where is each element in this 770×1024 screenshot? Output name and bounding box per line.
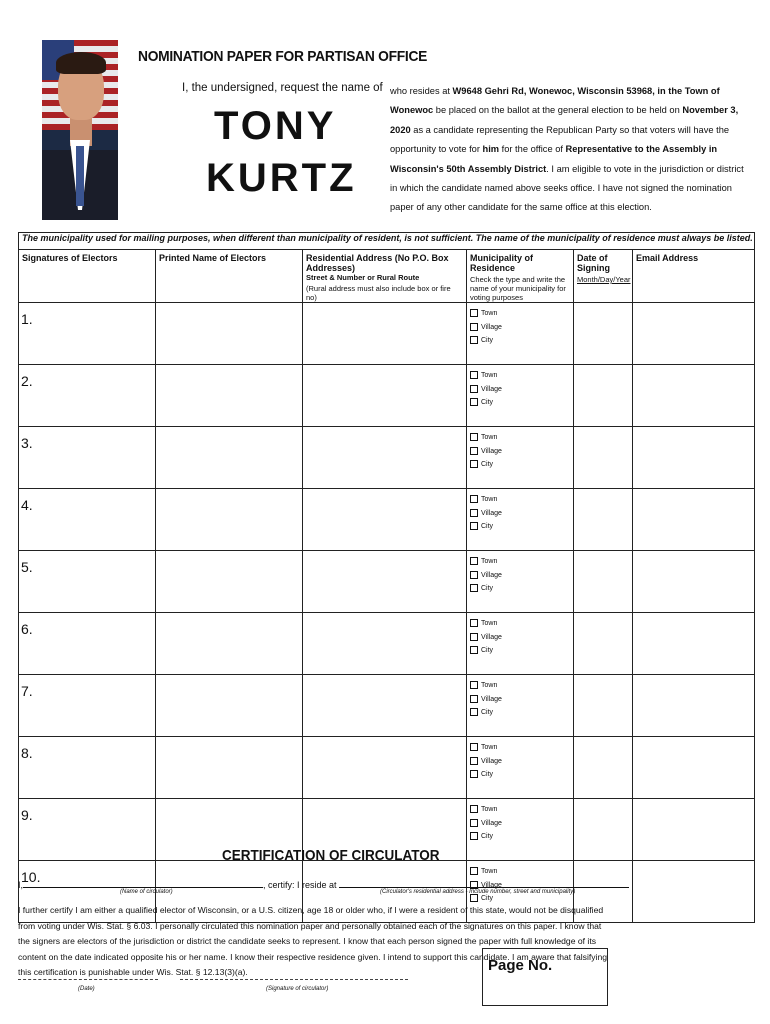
municipality-option[interactable]: Village (470, 321, 573, 335)
email-cell[interactable] (633, 861, 755, 923)
row-number: 6. (21, 621, 33, 637)
municipality-cell[interactable] (467, 551, 574, 613)
municipality-option[interactable]: City (470, 706, 573, 720)
checkbox-icon[interactable] (470, 695, 478, 703)
checkbox-icon[interactable] (470, 522, 478, 530)
municipality-option[interactable]: Village (470, 817, 573, 831)
municipality-option[interactable]: City (470, 892, 573, 906)
elector-row (19, 365, 755, 427)
checkbox-icon[interactable] (470, 646, 478, 654)
municipality-option[interactable]: Town (470, 431, 573, 445)
candidate-last-name: KURTZ (206, 156, 357, 200)
municipality-option[interactable]: Town (470, 307, 573, 321)
form-title: NOMINATION PAPER FOR PARTISAN OFFICE (138, 48, 428, 65)
checkbox-icon[interactable] (470, 633, 478, 641)
checkbox-icon[interactable] (470, 336, 478, 344)
circulator-address-field[interactable] (339, 878, 629, 888)
circulator-name-field[interactable] (23, 878, 263, 888)
checkbox-icon[interactable] (470, 867, 478, 875)
checkbox-icon[interactable] (470, 770, 478, 778)
municipality-cell[interactable] (467, 613, 574, 675)
email-cell[interactable] (633, 675, 755, 737)
election-date: November 3, 2020 (390, 105, 739, 135)
row-number: 2. (21, 373, 33, 389)
checkbox-icon[interactable] (470, 309, 478, 317)
checkbox-icon[interactable] (470, 323, 478, 331)
row-number: 1. (21, 311, 33, 327)
printed-name-cell[interactable] (156, 675, 303, 737)
email-cell[interactable] (633, 365, 755, 427)
header-email: Email Address (633, 250, 755, 303)
municipality-cell[interactable] (467, 365, 574, 427)
checkbox-icon[interactable] (470, 819, 478, 827)
row-number: 5. (21, 559, 33, 575)
municipality-option[interactable]: Town (470, 493, 573, 507)
municipality-cell[interactable] (467, 737, 574, 799)
municipality-cell[interactable] (467, 303, 574, 365)
municipality-option[interactable]: Town (470, 555, 573, 569)
address-caption: (Circulator's residential address - Include number, street and municipality) (380, 889, 576, 895)
elector-row (19, 489, 755, 551)
checkbox-icon[interactable] (470, 557, 478, 565)
date-cell[interactable] (574, 427, 633, 489)
municipality-option[interactable]: Town (470, 369, 573, 383)
signature-cell[interactable] (19, 737, 156, 799)
checkbox-icon[interactable] (470, 757, 478, 765)
signature-cell[interactable] (19, 489, 156, 551)
checkbox-icon[interactable] (470, 433, 478, 441)
row-number: 8. (21, 745, 33, 761)
row-number: 9. (21, 807, 33, 823)
signature-cell[interactable] (19, 799, 156, 861)
row-number: 10. (21, 869, 41, 885)
date-cell[interactable] (574, 799, 633, 861)
municipality-option[interactable]: Town (470, 865, 573, 879)
printed-name-cell[interactable] (156, 427, 303, 489)
checkbox-icon[interactable] (470, 743, 478, 751)
checkbox-icon[interactable] (470, 681, 478, 689)
municipality-option[interactable]: City (470, 396, 573, 410)
municipality-cell[interactable] (467, 675, 574, 737)
checkbox-icon[interactable] (470, 805, 478, 813)
municipality-option[interactable]: Village (470, 879, 573, 893)
certification-title: CERTIFICATION OF CIRCULATOR (222, 847, 440, 864)
email-cell[interactable] (633, 427, 755, 489)
municipality-option[interactable]: Village (470, 569, 573, 583)
elector-row (19, 427, 755, 489)
signature-cell[interactable] (19, 303, 156, 365)
date-cell[interactable] (574, 613, 633, 675)
email-cell[interactable] (633, 303, 755, 365)
municipality-cell[interactable] (467, 427, 574, 489)
row-number: 4. (21, 497, 33, 513)
address-cell[interactable] (303, 551, 467, 613)
signature-caption: (Signature of circulator) (266, 986, 329, 992)
municipality-option[interactable]: Village (470, 445, 573, 459)
checkbox-icon[interactable] (470, 495, 478, 503)
address-cell[interactable] (303, 365, 467, 427)
circulator-signature-field[interactable] (180, 978, 408, 980)
candidate-photo (42, 40, 118, 220)
municipality-cell[interactable] (467, 489, 574, 551)
elector-signature-table (18, 232, 755, 923)
row-number: 3. (21, 435, 33, 451)
office-name: Representative to the Assembly in Wisconsin's 50th Assembly District (390, 144, 718, 174)
printed-name-cell[interactable] (156, 613, 303, 675)
email-cell[interactable] (633, 613, 755, 675)
checkbox-icon[interactable] (470, 447, 478, 455)
municipality-option[interactable]: City (470, 582, 573, 596)
signature-cell[interactable] (19, 427, 156, 489)
email-cell[interactable] (633, 551, 755, 613)
municipality-cell[interactable] (467, 799, 574, 861)
municipality-option[interactable]: Village (470, 693, 573, 707)
date-cell[interactable] (574, 489, 633, 551)
printed-name-cell[interactable] (156, 551, 303, 613)
signature-cell[interactable] (19, 613, 156, 675)
email-cell[interactable] (633, 799, 755, 861)
address-cell[interactable] (303, 675, 467, 737)
checkbox-icon[interactable] (470, 398, 478, 406)
signature-cell[interactable] (19, 551, 156, 613)
candidate-first-name: TONY (214, 104, 337, 148)
address-cell[interactable] (303, 489, 467, 551)
municipality-option[interactable]: City (470, 334, 573, 348)
checkbox-icon[interactable] (470, 460, 478, 468)
row-number: 7. (21, 683, 33, 699)
date-cell[interactable] (574, 737, 633, 799)
header-date: Date of Signing Month/Day/Year (574, 250, 633, 303)
municipality-option[interactable]: Town (470, 803, 573, 817)
checkbox-icon[interactable] (470, 584, 478, 592)
municipality-option[interactable]: City (470, 520, 573, 534)
municipality-notice: The municipality used for mailing purposes, when different than municipality of resident, is not sufficient. The name of the municipality of residence must always be listed. (19, 233, 755, 250)
municipality-option[interactable]: Village (470, 631, 573, 645)
printed-name-cell[interactable] (156, 489, 303, 551)
signature-cell[interactable] (19, 675, 156, 737)
address-cell[interactable] (303, 303, 467, 365)
printed-name-cell[interactable] (156, 737, 303, 799)
municipality-option[interactable]: City (470, 830, 573, 844)
municipality-option[interactable]: Town (470, 679, 573, 693)
certification-body: I further certify I am either a qualified elector of Wisconsin, or a U.S. citizen, age 18 or older who, if I were a resident of this state, would not be disqualified from voting under Wis. Stat. § 6.03. I personally circulated this nomination paper and personally obtained each of the signatures on this paper. I know that the signers are electors of the jurisdiction or district the candidate seeks to represent. I know that each person signed the paper with full knowledge of its content on the date indicated opposite his or her name. I know their respective residence given. I intend to support this candidate. I am aware that falsifying this certification is punishable under Wis. Stat. § 12.13(3)(a). (18, 905, 608, 977)
elector-row (19, 675, 755, 737)
checkbox-icon[interactable] (470, 832, 478, 840)
checkbox-icon[interactable] (470, 619, 478, 627)
header-municipality: Municipality of Residence Check the type and write the name of your municipality for voting purposes (467, 250, 574, 303)
checkbox-icon[interactable] (470, 571, 478, 579)
name-caption: (Name of circulator) (120, 889, 173, 895)
date-cell[interactable] (574, 551, 633, 613)
address-cell[interactable] (303, 427, 467, 489)
email-cell[interactable] (633, 737, 755, 799)
date-field[interactable] (18, 978, 158, 980)
email-cell[interactable] (633, 489, 755, 551)
address-cell[interactable] (303, 737, 467, 799)
municipality-option[interactable]: Town (470, 617, 573, 631)
date-cell[interactable] (574, 675, 633, 737)
checkbox-icon[interactable] (470, 894, 478, 902)
circulator-line: I, , certify: I reside at (18, 878, 629, 890)
date-cell[interactable] (574, 365, 633, 427)
municipality-option[interactable]: City (470, 768, 573, 782)
municipality-option[interactable]: Town (470, 741, 573, 755)
date-caption: (Date) (78, 986, 95, 992)
elector-row (19, 613, 755, 675)
municipality-option[interactable]: Village (470, 507, 573, 521)
municipality-option[interactable]: Village (470, 755, 573, 769)
residence-paragraph: who resides at W9648 Gehri Rd, Wonewoc, Wisconsin 53968, in the Town of Wonewoc be placed on the ballot at the general election to be held on November 3, 2020 as a candidate representing the Republican Party so that voters will have the opportunity to vote for him for the office of Representative to the Assembly in Wisconsin's 50th Assembly District. I am eligible to vote in the jurisdiction or district in which the candidate named above seeks office. I have not signed the nomination paper of any other candidate for the same office at this election. (390, 86, 744, 213)
printed-name-cell[interactable] (156, 303, 303, 365)
signature-cell[interactable] (19, 365, 156, 427)
printed-name-cell[interactable] (156, 365, 303, 427)
date-cell[interactable] (574, 303, 633, 365)
page-number-box[interactable]: Page No. (482, 948, 608, 1006)
candidate-address: W9648 Gehri Rd, Wonewoc, Wisconsin 53968, in the Town of Wonewoc (390, 86, 720, 116)
elector-row (19, 303, 755, 365)
address-cell[interactable] (303, 613, 467, 675)
municipality-option[interactable]: Village (470, 383, 573, 397)
municipality-option[interactable]: City (470, 458, 573, 472)
checkbox-icon[interactable] (470, 385, 478, 393)
header-address: Residential Address (No P.O. Box Addresses) Street & Number or Rural Route (Rural address must also include box or fire no) (303, 250, 467, 303)
request-text: I, the undersigned, request the name of (182, 82, 383, 94)
elector-row (19, 551, 755, 613)
elector-row (19, 737, 755, 799)
header-signatures: Signatures of Electors (19, 250, 156, 303)
municipality-option[interactable]: City (470, 644, 573, 658)
checkbox-icon[interactable] (470, 371, 478, 379)
header-printed-name: Printed Name of Electors (156, 250, 303, 303)
checkbox-icon[interactable] (470, 708, 478, 716)
checkbox-icon[interactable] (470, 509, 478, 517)
